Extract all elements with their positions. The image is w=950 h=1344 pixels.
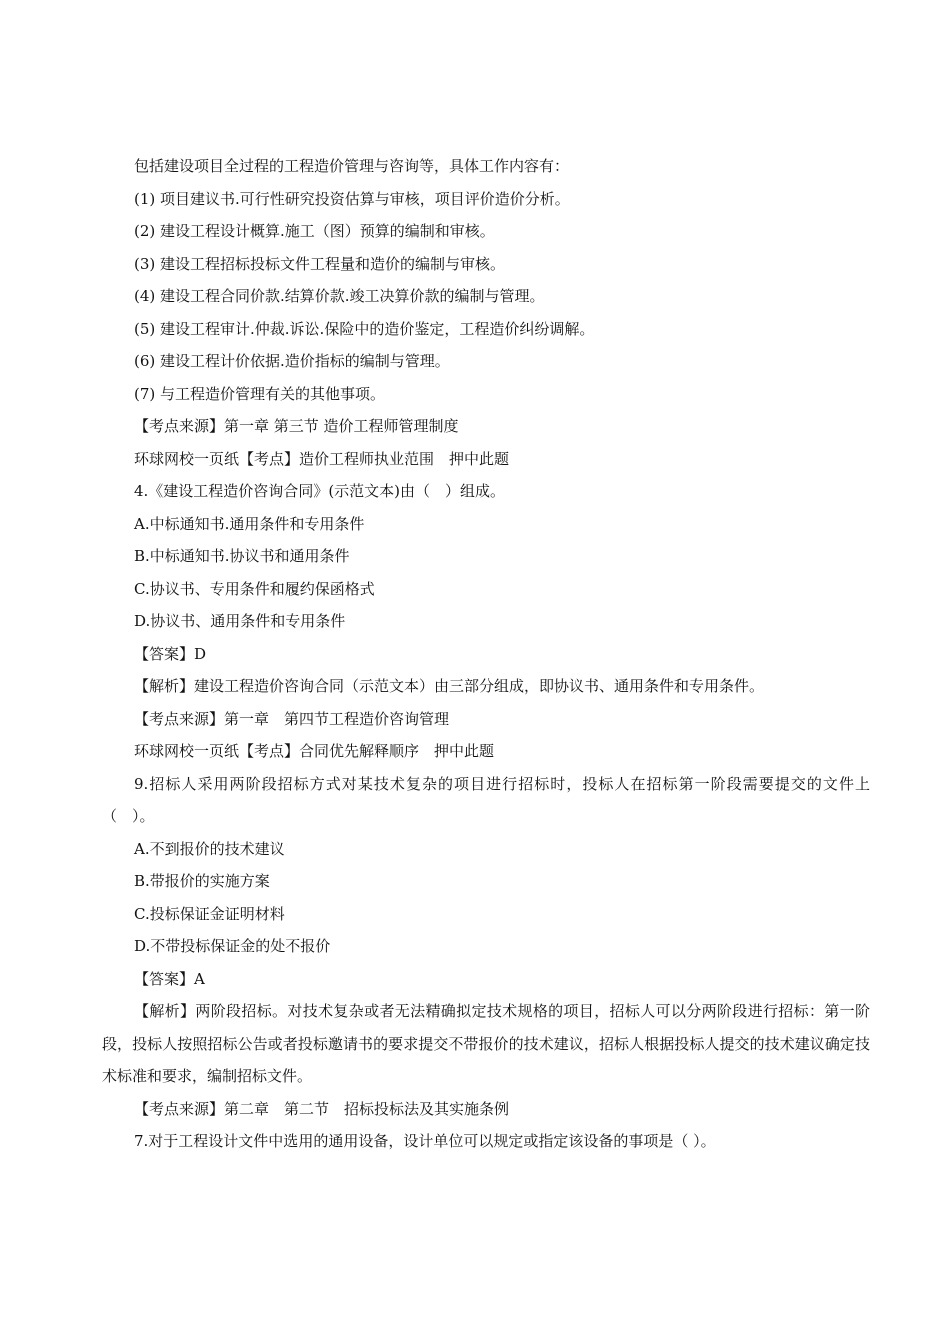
list-item-5: (5) 建设工程审计.仲裁.诉讼.保险中的造价鉴定，工程造价纠纷调解。 (134, 319, 595, 338)
question-9: 9.招标人采用两阶段招标方式对某技术复杂的项目进行招标时，投标人在招标第一阶段需要提交的文件上（ ）。 (102, 774, 870, 825)
q9-option-b: B.带报价的实施方案 (134, 872, 270, 890)
list-item-1: (1) 项目建议书.可行性研究投资估算与审核，项目评价造价分析。 (134, 189, 570, 208)
intro-paragraph: 包括建设项目全过程的工程造价管理与咨询等，具体工作内容有： (134, 157, 570, 175)
list-item-3: (3) 建设工程招标投标文件工程量和造价的编制与审核。 (134, 254, 506, 273)
hit-note-2: 环球网校一页纸【考点】合同优先解释顺序 押中此题 (134, 742, 495, 760)
q4-option-b: B.中标通知书.协议书和通用条件 (134, 547, 350, 565)
hit-note-1: 环球网校一页纸【考点】造价工程师执业范围 押中此题 (134, 449, 510, 468)
list-item-6: (6) 建设工程计价依据.造价指标的编制与管理。 (134, 352, 450, 370)
q9-answer: 【答案】A (134, 969, 205, 988)
q9-option-a: A.不到报价的技术建议 (134, 839, 285, 858)
q4-answer: 【答案】D (134, 644, 207, 663)
question-4: 4.《建设工程造价咨询合同》(示范文本)由（ ）组成。 (134, 482, 506, 500)
list-item-2: (2) 建设工程设计概算.施工（图）预算的编制和审核。 (134, 222, 495, 240)
source-note-1: 【考点来源】第一章 第三节 造价工程师管理制度 (134, 417, 459, 435)
q9-option-c: C.投标保证金证明材料 (134, 904, 285, 923)
question-7: 7.对于工程设计文件中选用的通用设备，设计单位可以规定或指定该设备的事项是（ ）。 (134, 1132, 716, 1150)
source-note-3: 【考点来源】第二章 第二节 招标投标法及其实施条例 (134, 1099, 510, 1118)
q4-option-a: A.中标通知书.通用条件和专用条件 (134, 514, 365, 533)
q9-explanation: 【解析】两阶段招标。对技术复杂或者无法精确拟定技术规格的项目，招标人可以分两阶段进行招标：第一阶段，投标人按照招标公告或者投标邀请书的要求提交不带报价的技术建议，招标人根据投标人提交的技术建议确定技术标准和要求，编制招标文件。 (102, 1002, 870, 1085)
q4-option-d: D.协议书、通用条件和专用条件 (134, 612, 346, 630)
q4-explanation: 【解析】建设工程造价咨询合同（示范文本）由三部分组成，即协议书、通用条件和专用条件。 (134, 677, 765, 695)
document-body (102, 150, 870, 1158)
list-item-4: (4) 建设工程合同价款.结算价款.竣工决算价款的编制与管理。 (134, 287, 545, 305)
q9-option-d: D.不带投标保证金的处不报价 (134, 937, 331, 955)
q4-option-c: C.协议书、专用条件和履约保函格式 (134, 579, 375, 598)
source-note-2: 【考点来源】第一章 第四节工程造价咨询管理 (134, 709, 450, 728)
list-item-7: (7) 与工程造价管理有关的其他事项。 (134, 384, 386, 403)
